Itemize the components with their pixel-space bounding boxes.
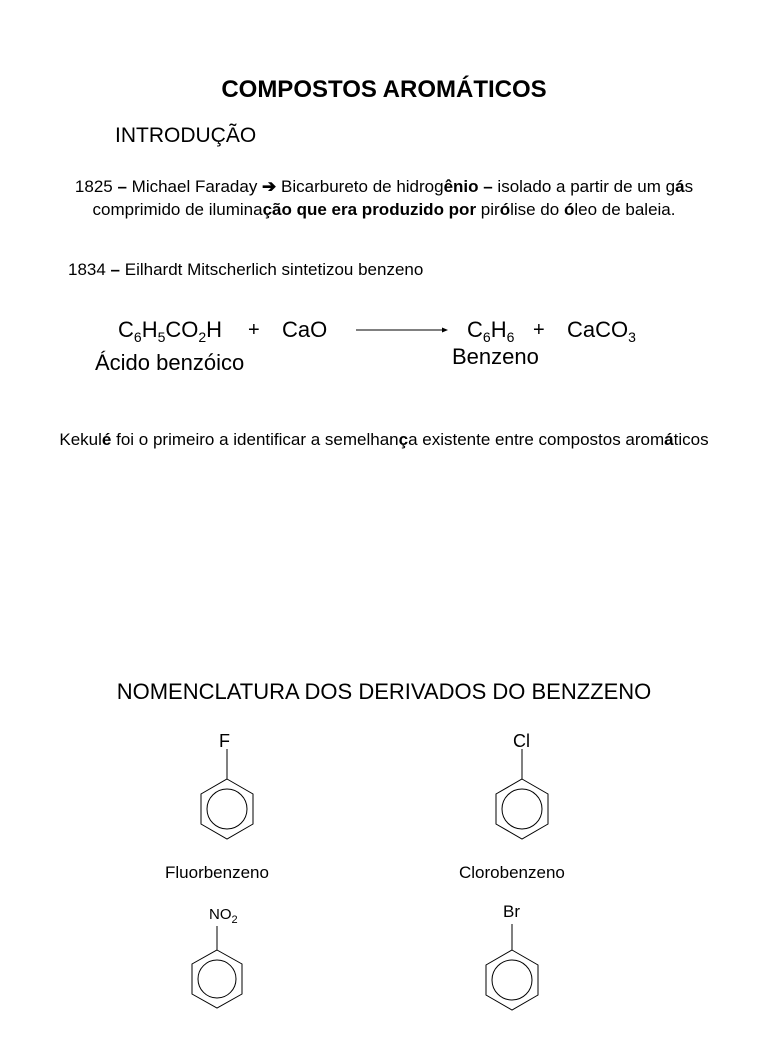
plus-sign: +: [248, 319, 260, 341]
substituent-f-label: F: [219, 731, 230, 751]
year-1825: 1825: [74, 177, 113, 196]
faraday-name: Michael Faraday: [131, 177, 258, 196]
nomenclature-heading: NOMENCLATURA DOS DERIVADOS DO BENZZENO: [116, 679, 652, 704]
label-benzene: Benzeno: [452, 344, 539, 369]
paragraph-kekule: Kekulé foi o primeiro a identificar a semelhança existente entre compostos aromáticos: [59, 430, 709, 449]
plus-sign: +: [533, 319, 545, 341]
paragraph-faraday: 1825 – Michael Faraday ➔ Bicarbureto de hidrogênio – isolado a partir de um gás comprimido de iluminação que era produzido por pirólise do óleo de baleia.: [74, 177, 694, 219]
benzene-ring-icon: [457, 922, 567, 1042]
paragraph-mitscherlich: 1834 – Eilhardt Mitscherlich sintetizou benzeno: [68, 260, 424, 279]
arrow-icon: ➔: [257, 177, 282, 196]
product-benzene-formula: $C_6H_6$: [467, 317, 515, 345]
benzene-ring-icon: [172, 745, 282, 865]
reactant-benzoic-acid-formula: $C_6H_5CO_2H$: [118, 317, 223, 345]
intro-heading: INTRODUÇÃO: [115, 124, 257, 147]
benzene-ring-icon: [468, 745, 578, 865]
page-title: COMPOSTOS AROMÁTICOS: [221, 76, 547, 103]
product-caco3-formula: CaCO$_3$: [567, 317, 636, 345]
label-benzoic-acid: Ácido benzóico: [95, 350, 245, 375]
substituent-no2-label: $NO_2$: [209, 906, 238, 926]
substituent-br-label: Br: [503, 902, 520, 921]
reaction-arrow-icon: [356, 320, 448, 340]
reactant-cao-formula: CaO: [282, 317, 328, 342]
substituent-cl-label: Cl: [513, 731, 530, 751]
benzene-ring-icon: [162, 922, 272, 1042]
molecule-name-fluorbenzeno: Fluorbenzeno: [165, 863, 269, 882]
molecule-name-clorobenzeno: Clorobenzeno: [459, 863, 565, 882]
